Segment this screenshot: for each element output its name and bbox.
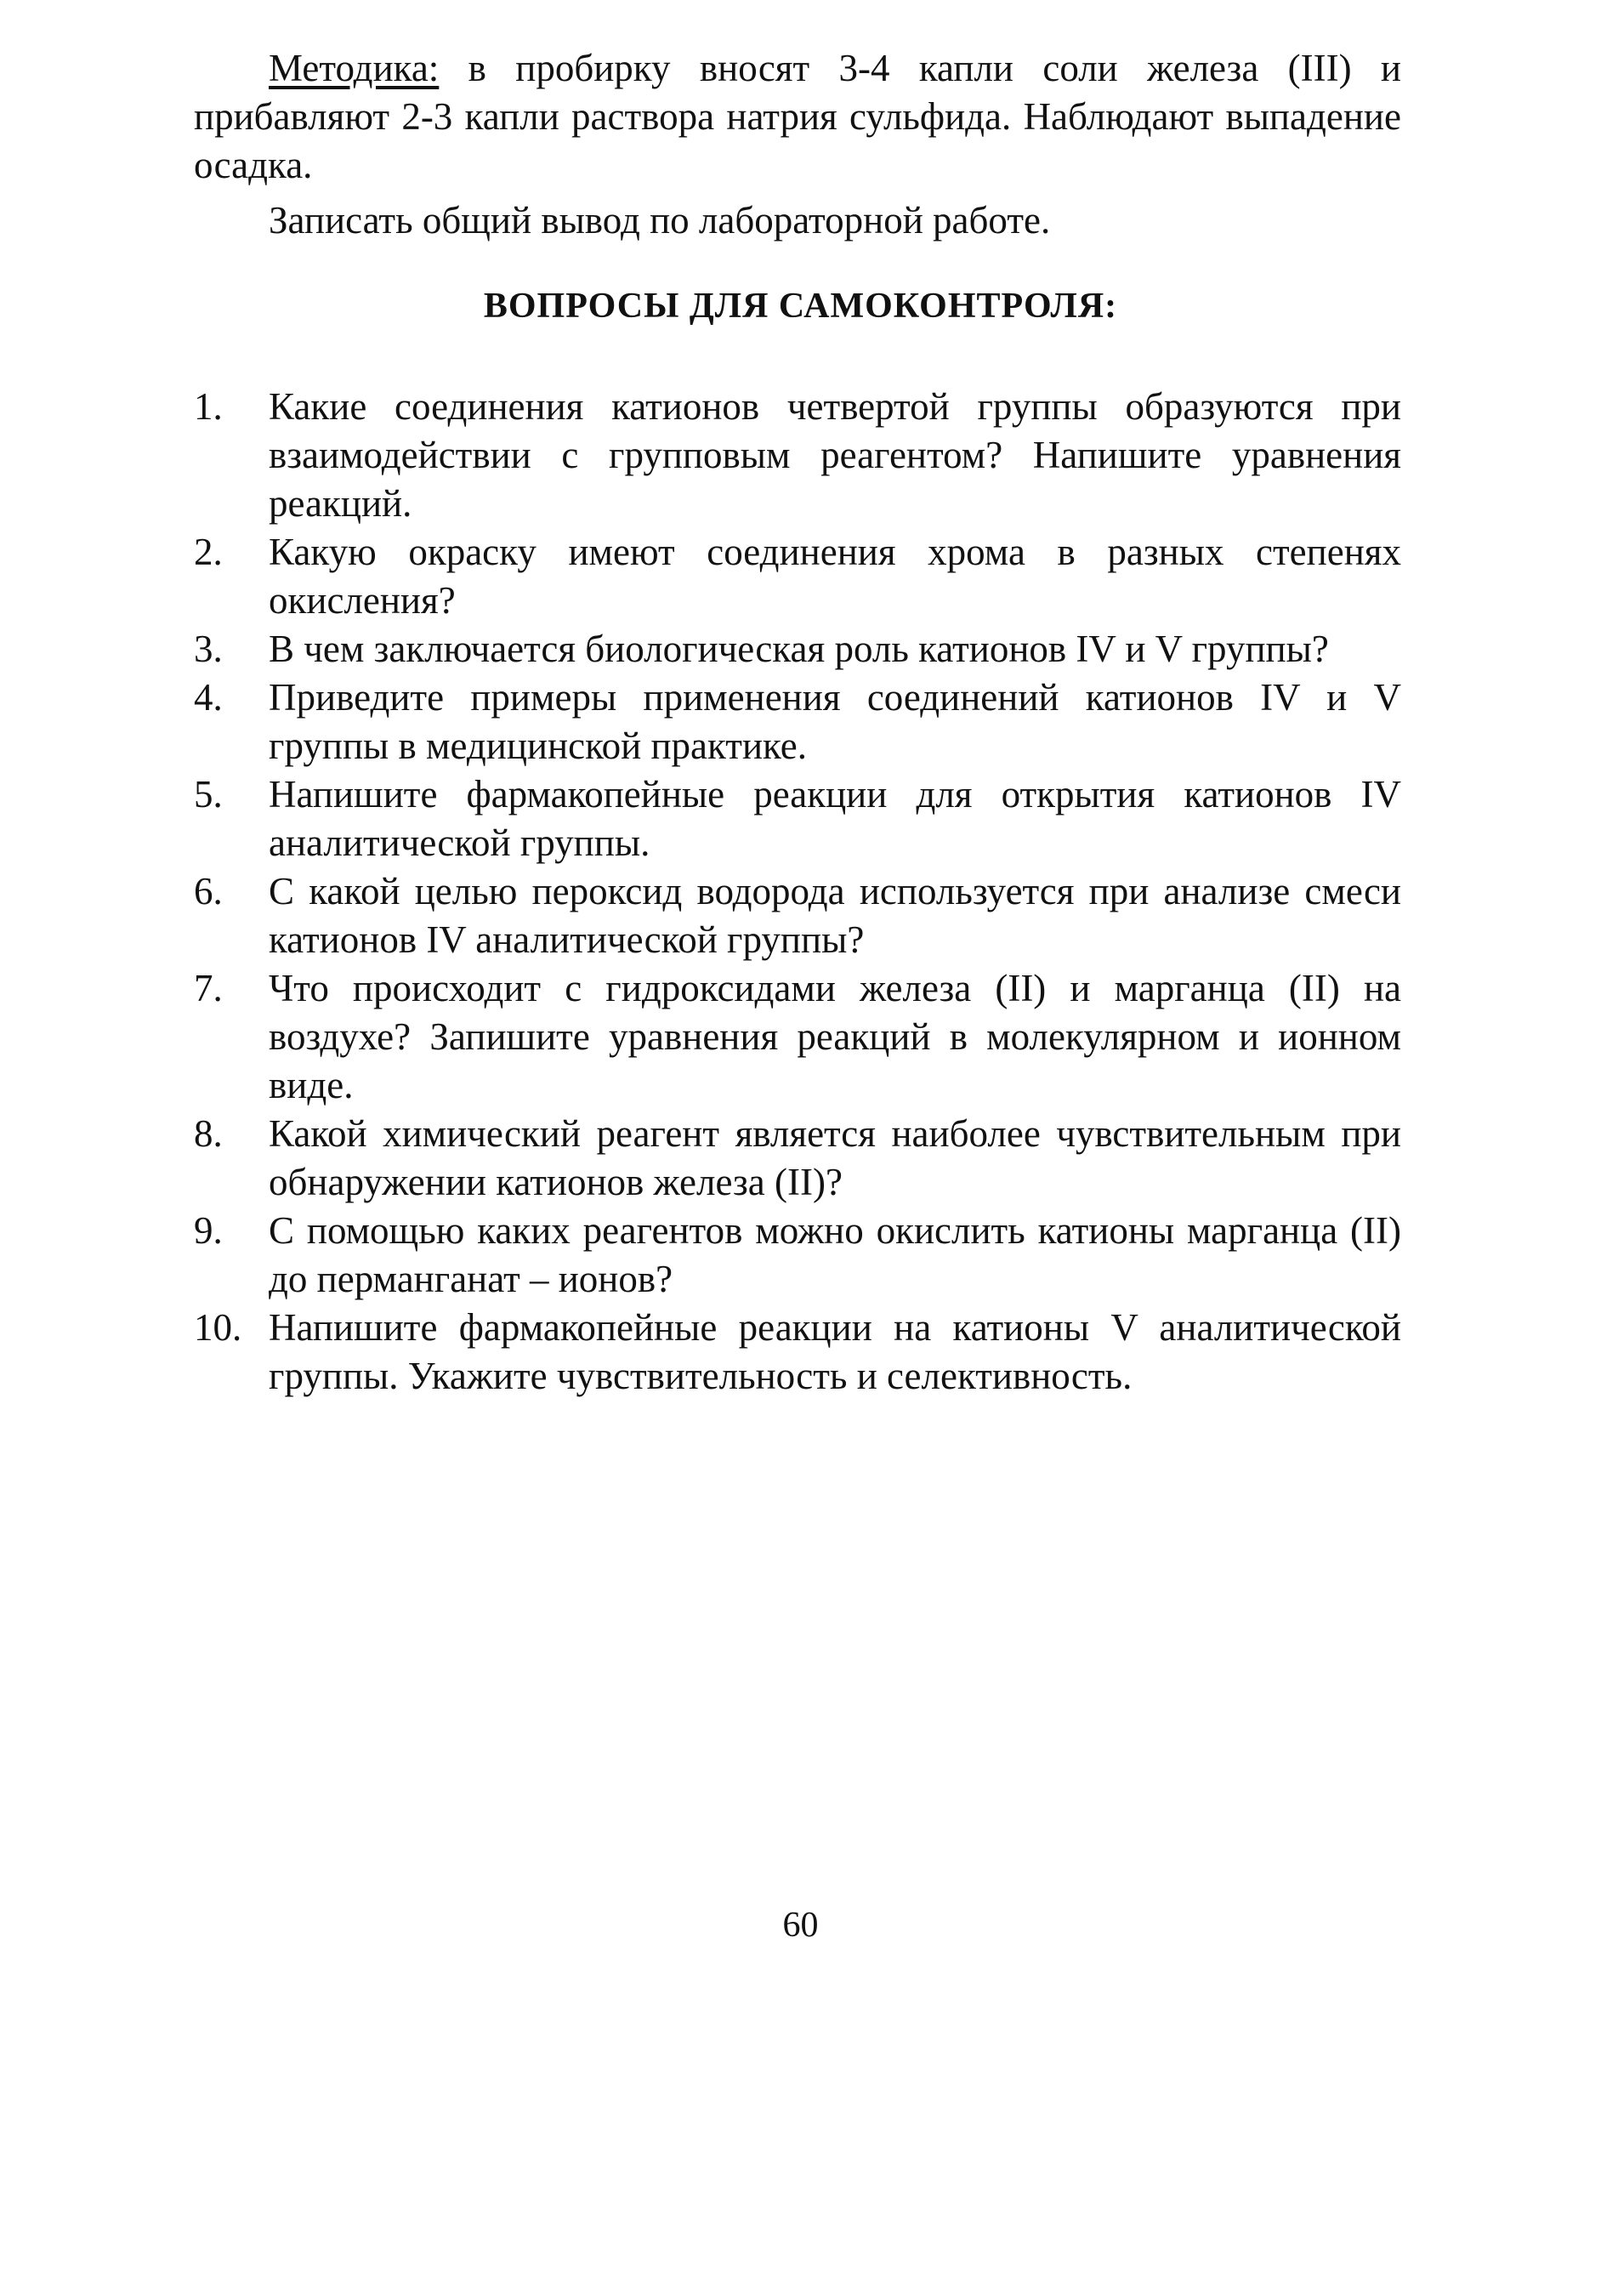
question-text: Какой химический реагент является наиболее чувствительным при обнаружении катионов железа (II)? bbox=[269, 1112, 1401, 1203]
question-text: Какую окраску имеют соединения хрома в разных степенях окисления? bbox=[269, 531, 1401, 622]
question-item bbox=[194, 383, 1401, 528]
question-number: 1. bbox=[194, 385, 223, 428]
question-item bbox=[194, 770, 1401, 867]
question-number: 2. bbox=[194, 531, 223, 573]
question-number: 10. bbox=[194, 1306, 242, 1349]
question-number: 4. bbox=[194, 676, 223, 719]
question-item bbox=[194, 673, 1401, 770]
question-text: Напишите фармакопейные реакции на катионы V аналитической группы. Укажите чувствительность и селективность. bbox=[269, 1306, 1401, 1397]
question-item bbox=[194, 1207, 1401, 1304]
question-text: С какой целью пероксид водорода используется при анализе смеси катионов IV аналитической группы? bbox=[269, 870, 1401, 961]
question-number: 5. bbox=[194, 773, 223, 816]
question-text: Напишите фармакопейные реакции для открытия катионов IV аналитической группы. bbox=[269, 773, 1401, 864]
question-item bbox=[194, 528, 1401, 625]
question-number: 6. bbox=[194, 870, 223, 912]
question-text: Приведите примеры применения соединений катионов IV и V группы в медицинской практике. bbox=[269, 676, 1401, 767]
question-item bbox=[194, 625, 1401, 673]
question-number: 8. bbox=[194, 1112, 223, 1155]
question-text: Что происходит с гидроксидами железа (II) и марганца (II) на воздухе? Запишите уравнения реакций в молекулярном и ионном виде. bbox=[269, 967, 1401, 1106]
question-number: 3. bbox=[194, 628, 223, 670]
method-paragraph bbox=[194, 44, 1401, 190]
section-heading: ВОПРОСЫ ДЛЯ САМОКОНТРОЛЯ: bbox=[483, 287, 1118, 326]
conclusion-text: Записать общий вывод по лабораторной работе. bbox=[269, 199, 1051, 242]
questions-list bbox=[194, 383, 1401, 1401]
question-number: 9. bbox=[194, 1209, 223, 1252]
method-label: Методика: bbox=[269, 47, 440, 89]
question-number: 7. bbox=[194, 967, 223, 1009]
question-text: Какие соединения катионов четвертой группы образуются при взаимодействии с групповым реагентом? Напишите уравнения реакций. bbox=[269, 385, 1401, 525]
question-text: В чем заключается биологическая роль катионов IV и V группы? bbox=[269, 628, 1329, 670]
question-item bbox=[194, 1110, 1401, 1207]
question-item bbox=[194, 1304, 1401, 1401]
question-text: С помощью каких реагентов можно окислить катионы марганца (II) до перманганат – ионов? bbox=[269, 1209, 1401, 1300]
question-item bbox=[194, 867, 1401, 964]
method-text: в пробирку вносят 3-4 капли соли железа (III) и прибавляют 2-3 капли раствора натрия сульфида. Наблюдают выпадение осадка. bbox=[194, 47, 1401, 186]
method-section bbox=[194, 44, 1401, 245]
question-item bbox=[194, 964, 1401, 1110]
page-number: 60 bbox=[782, 1906, 819, 1945]
